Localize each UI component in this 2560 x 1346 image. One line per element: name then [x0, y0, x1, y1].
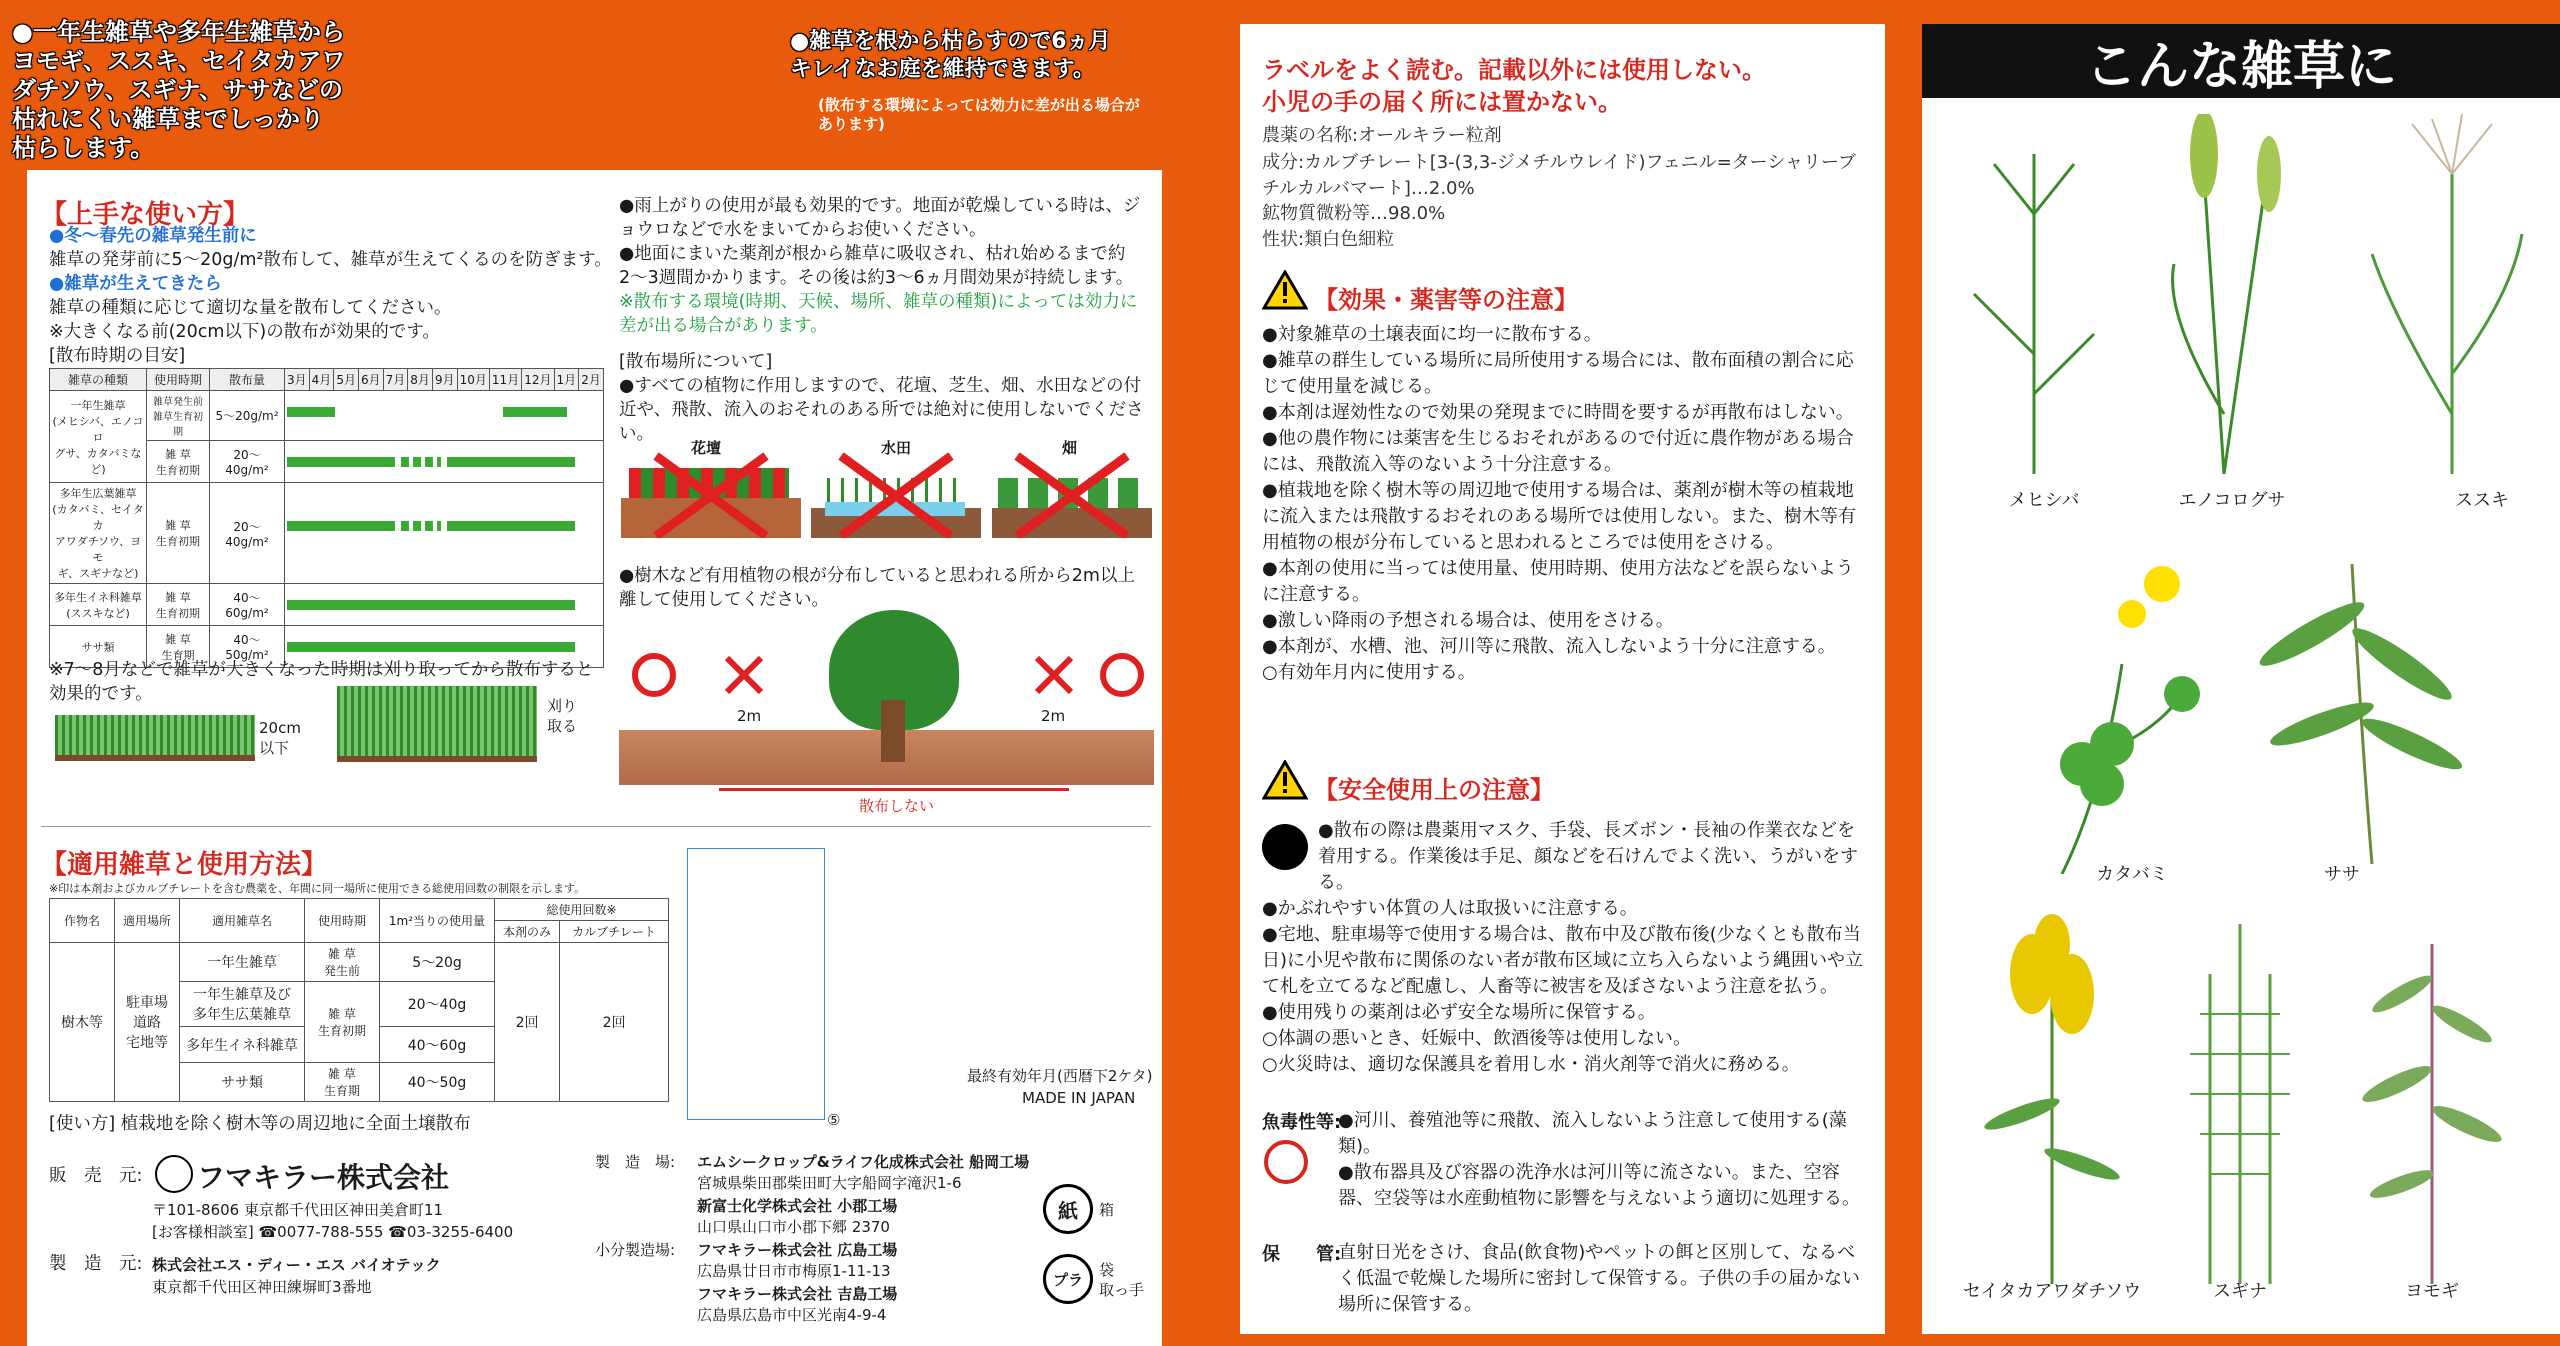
th-period: 使用時期: [305, 899, 380, 943]
plant-susuki: ススキ: [2455, 490, 2509, 511]
safety-item: ●かぶれやすい体質の人は取扱いに注意する。: [1262, 898, 1638, 919]
header-read-label: ラベルをよく読む。記載以外には使用しない。: [1262, 56, 1766, 84]
plant-yomogi: ヨモギ: [2405, 1281, 2459, 1302]
apply-period: 雑 草 生育初期: [305, 982, 380, 1063]
row-amount: 5〜20g/m²: [210, 391, 285, 441]
area-paddy: [811, 438, 981, 538]
effect-item: ●本剤は遅効性なので効果の発現までに時間を要するが再散布はしない。: [1262, 402, 1854, 423]
x-mark-icon: [621, 438, 801, 538]
ingredient: 成分:カルブチレート[3-(3,3-ジメチルウレイド)フェニル=ターシャリーブチルカルバマート]…2.0%: [1262, 152, 1857, 199]
circle-ok-icon: [629, 650, 679, 700]
safety-item: ○体調の悪いとき、妊娠中、飲酒後等は使用しない。: [1262, 1028, 1691, 1049]
th-month: 8月: [408, 369, 433, 391]
maker-label: 製 造 元:: [49, 1254, 143, 1274]
warning-icon: [1262, 270, 1308, 310]
th-month: 11月: [489, 369, 521, 391]
th-month: 12月: [522, 369, 554, 391]
schedule-table: [49, 368, 604, 668]
th-amount: 散布量: [210, 369, 285, 391]
plant-sasa: ササ: [2324, 864, 2360, 885]
pesticide-name: 農薬の名称:オールキラー粒剤: [1262, 125, 1502, 146]
effect-item: ●本剤の使用に当っては使用量、使用時期、使用方法などを誤らないように注意する。: [1262, 558, 1854, 605]
recycle-paper-label: 箱: [1099, 1201, 1115, 1219]
area-field: [992, 438, 1152, 538]
effect-item: ●激しい降雨の予想される場合は、使用をさける。: [1262, 610, 1674, 631]
factory1-addr: 宮城県柴田郡柴田町大字船岡字滝沢1-6: [697, 1174, 962, 1192]
apply-amount: 40〜60g: [380, 1027, 495, 1063]
expiry-label: 最終有効年月(西暦下2ケタ): [967, 1067, 1153, 1085]
row-weed: ササ類: [50, 626, 147, 668]
table-header-row: [50, 369, 604, 391]
row-amount: 20〜40g/m²: [210, 441, 285, 483]
th-month: 10月: [457, 369, 489, 391]
row-weed: 多年生広葉雑草 (カタバミ、セイタカ アワダチソウ、ヨモ ギ、スギナなど): [50, 483, 147, 584]
factory3-name: フマキラー株式会社 広島工場: [697, 1241, 898, 1259]
factory2-addr: 山口県山口市小郡下郷 2370: [697, 1218, 890, 1236]
apply-weed: 多年生イネ科雑草: [180, 1027, 305, 1063]
effect-title: 【効果・薬害等の注意】: [1314, 286, 1578, 314]
recycle-plastic-text: プラ: [1052, 1270, 1083, 1289]
storage-text: 直射日光をさけ、食品(飲食物)やペットの餌と区別して、なるべく低温で乾燥した場所に密封して保管する。子供の手の届かない場所に保管する。: [1338, 1242, 1860, 1315]
apply-weed: ササ類: [180, 1063, 305, 1102]
sasa-illustration: [2252, 544, 2472, 864]
yomogi-illustration: [2342, 914, 2522, 1284]
grass-short-illustration: [55, 715, 255, 761]
mow-note: ※7〜8月などで雑草が大きくなった時期は刈り取ってから散布すると効果的です。: [49, 660, 594, 704]
plant-katabami: カタバミ: [2096, 864, 2168, 885]
effect-item: ●雑草の群生している場所に局所使用する場合には、散布面積の割合に応じて使用量を減じる。: [1262, 350, 1854, 397]
claim-weeds: ●一年生雑草や多年生雑草から ヨモギ、ススキ、セイタカアワ ダチソウ、スギナ、ササなどの 枯れにくい雑草までしっかり 枯らします。: [12, 18, 346, 162]
effect-item: ●本剤が、水槽、池、河川等に飛散、流入しないよう十分に注意する。: [1262, 636, 1836, 657]
no-spray-label: 散布しない: [859, 797, 935, 815]
plant-enokorogusa: エノコログサ: [2178, 490, 2286, 511]
row-weed: 一年生雑草 (メヒシバ、エノコロ グサ、カタバミなど): [50, 391, 147, 483]
seitaka-illustration: [1962, 914, 2142, 1284]
area-label: 水田: [881, 439, 912, 457]
place-head: [散布場所について]: [619, 352, 773, 372]
note-environment: ※散布する環境(時期、天候、場所、雑草の種類)によっては効力に差が出る場合があります。: [619, 292, 1138, 336]
repack-label: 小分製造場:: [595, 1241, 676, 1259]
th-total: カルブチレート: [560, 921, 669, 943]
winter-head: ●冬〜春先の雑草発生前に: [49, 226, 257, 246]
recycle-plastic-label: 袋 取っ手: [1099, 1261, 1145, 1299]
th-count: 総使用回数※: [495, 899, 669, 921]
th-month: 1月: [554, 369, 579, 391]
place-text: ●すべての植物に作用しますので、花壇、芝生、畑、水田などの付近や、飛散、流入のおそれのある所では絶対に使用しないでください。: [619, 376, 1144, 444]
plant-mehishiba: メヒシバ: [2008, 490, 2080, 511]
weeds-title: こんな雑草に: [2084, 36, 2397, 97]
x-mark-icon: [1029, 650, 1079, 700]
recycle-plastic-icon: [1043, 1254, 1093, 1304]
table-row: [50, 584, 604, 626]
safety-item: ●使用残りの薬剤は必ず安全な場所に保管する。: [1262, 1002, 1656, 1023]
table-row: [50, 943, 669, 982]
th-month: 9月: [432, 369, 457, 391]
safety-item: ●宅地、駐車場等で使用する場合は、散布中及び散布後(少なくとも散布当日)に小児や散布に関係のない者が散布区域に立ち入らないよう縄囲いや立て札を立てるなど配慮し、人畜等に被害を及ぼさないよう注意を払う。: [1262, 924, 1864, 997]
tree-diagram: [619, 610, 1154, 825]
no-fish-icon: [1264, 1140, 1308, 1184]
storage-label: 保 管:: [1262, 1244, 1342, 1265]
claim-note: (散布する環境によっては効力に差が出る場合が あります): [818, 96, 1140, 133]
mark-5: ⑤: [827, 1111, 841, 1129]
row-amount: 40〜50g/m²: [210, 626, 285, 668]
fish-item: ●河川、養殖池等に飛散、流入しないよう注意して使用する(藻類)。: [1338, 1110, 1847, 1157]
safety-item: ○火災時は、適切な保護具を着用し水・消火剤等で消火に務める。: [1262, 1054, 1800, 1075]
seller-addr: 〒101-8606 東京都千代田区神田美倉町11: [152, 1201, 444, 1219]
th-only: 本剤のみ: [495, 921, 560, 943]
sugina-illustration: [2150, 914, 2330, 1284]
grown-head: ●雑草が生えてきたら: [49, 274, 222, 294]
effect-item: ●他の農作物には薬害を生じるおそれがあるので付近に農作物がある場合には、飛散流入等のないよう十分注意する。: [1262, 428, 1854, 475]
apply-amount: 20〜40g: [380, 982, 495, 1027]
property: 性状:類白色細粒: [1262, 229, 1395, 250]
effect-item: ○有効年月内に使用する。: [1262, 662, 1476, 683]
made-in: MADE IN JAPAN: [1022, 1089, 1136, 1107]
apply-period: 雑 草 発生前: [305, 943, 380, 982]
factory1-name: エムシークロップ&ライフ化成株式会社 船岡工場: [697, 1153, 1030, 1171]
th-period: 使用時期: [147, 369, 210, 391]
row-arrows: [285, 483, 604, 584]
area-label: 畑: [1062, 439, 1078, 457]
row-amount: 20〜40g/m²: [210, 483, 285, 584]
grown-text2: ※大きくなる前(20cm以下)の散布が効果的です。: [49, 322, 440, 342]
right-text-panel: [1240, 24, 1885, 1334]
row-period: 雑 草 生育初期: [147, 483, 210, 584]
x-mark-icon: [992, 438, 1152, 538]
lot-print-box: [687, 848, 825, 1120]
x-mark-icon: [811, 438, 981, 538]
apply-amount: 40〜50g: [380, 1063, 495, 1102]
distance-left: 2m: [737, 707, 762, 725]
grown-text1: 雑草の種類に応じて適切な量を散布してください。: [49, 298, 452, 318]
height-label: 20cm 以下: [259, 719, 301, 757]
grass-tall-illustration: [337, 686, 537, 762]
seller-name: フマキラー株式会社: [197, 1161, 450, 1194]
weeds-title-bar: [1922, 24, 2560, 98]
recycle-paper-icon: [1043, 1184, 1093, 1234]
recycle-paper-text: 紙: [1058, 1198, 1078, 1223]
fish-list: [1338, 1108, 1868, 1212]
th-month: 7月: [383, 369, 408, 391]
plant-sugina: スギナ: [2213, 1281, 2267, 1302]
schedule-label: [散布時期の目安]: [49, 346, 186, 366]
th-month: 6月: [358, 369, 383, 391]
th-month: 4月: [309, 369, 334, 391]
row-period: 雑 草 生育初期: [147, 441, 210, 483]
katabami-illustration: [2022, 544, 2222, 874]
winter-text: 雑草の発芽前に5〜20g/m²散布して、雑草が生えてくるのを防ぎます。: [49, 250, 612, 270]
seller-label: 販 売 元:: [49, 1166, 143, 1186]
th-weed: 雑草の種類: [50, 369, 147, 391]
x-mark-icon: [719, 650, 769, 700]
effect-list: [1262, 322, 1867, 686]
row-arrows: [285, 391, 604, 441]
apply-weed: 一年生雑草: [180, 943, 305, 982]
row-weed: 多年生イネ科雑草 (ススキなど): [50, 584, 147, 626]
fish-item: ●散布器具及び容器の洗浄水は河川等に流さない。また、空容器、空袋等は水産動植物に影響を与えないよう適切に処理する。: [1338, 1162, 1860, 1209]
enokorogusa-illustration: [2144, 114, 2304, 474]
usage-title: 【上手な使い方】: [41, 200, 250, 230]
apply-count-total: 2回: [560, 943, 669, 1102]
row-arrows: [285, 441, 604, 483]
note-absorb: ●地面にまいた薬剤が根から雑草に吸収され、枯れ始めるまで約2〜3週間かかります。その後は約3〜6ヵ月間効果が持続します。: [619, 244, 1134, 288]
maker-name: 株式会社エス・ディー・エス バイオテック: [152, 1256, 441, 1274]
apply-count-only: 2回: [495, 943, 560, 1102]
factory-label: 製 造 場:: [595, 1153, 676, 1171]
apply-crop: 樹木等: [50, 943, 115, 1102]
safety-item: ●散布の際は農薬用マスク、手袋、長ズボン・長袖の作業衣などを着用する。作業後は手足、顔などを石けんでよく洗い、うがいをする。: [1318, 820, 1858, 893]
maker-addr: 東京都千代田区神田練塀町3番地: [152, 1278, 372, 1296]
circle-ok-icon: [1097, 650, 1147, 700]
weeds-panel: [1922, 24, 2560, 1334]
apply-period: 雑 草 生育期: [305, 1063, 380, 1102]
th-weed: 適用雑草名: [180, 899, 305, 943]
th-month: 3月: [285, 369, 310, 391]
plant-seitaka: セイタカアワダチソウ: [1962, 1281, 2142, 1302]
row-amount: 40〜60g/m²: [210, 584, 285, 626]
effect-item: ●対象雑草の土壌表面に均一に散布する。: [1262, 324, 1602, 345]
left-white-panel: [27, 170, 1162, 1346]
mineral: 鉱物質微粉等…98.0%: [1262, 203, 1446, 224]
th-place: 適用場所: [115, 899, 180, 943]
header-children: 小児の手の届く所には置かない。: [1262, 88, 1622, 116]
safety-list: [1262, 818, 1867, 1078]
effect-item: ●植栽地を除く樹木等の周辺地で使用する場合は、薬剤が樹木等の植栽地に流入または飛散するおそれのある場所では使用しない。また、樹木等有用植物の根が分布していると思われるところでは使用をさける。: [1262, 480, 1856, 553]
note-rain: ●雨上がりの使用が最も効果的です。地面が乾燥している時は、ジョウロなどで水をまいてからお使いください。: [619, 196, 1141, 240]
th-crop: 作物名: [50, 899, 115, 943]
row-period: 雑 草 生育初期: [147, 584, 210, 626]
th-month: 5月: [334, 369, 359, 391]
row-arrows: [285, 584, 604, 626]
mow-label: 刈り 取る: [547, 697, 578, 735]
claim-months: ●雑草を根から枯らすので6ヵ月 キレイなお庭を維持できます。: [790, 29, 1111, 82]
apply-method: [使い方] 植栽地を除く樹木等の周辺地に全面土壌散布: [49, 1114, 471, 1134]
apply-weed: 一年生雑草及び 多年生広葉雑草: [180, 982, 305, 1027]
distance-right: 2m: [1041, 707, 1066, 725]
th-month: 2月: [579, 369, 604, 391]
warning-icon: [1262, 760, 1308, 800]
apply-amount: 5〜20g: [380, 943, 495, 982]
factory4-addr: 広島県広島市中区光南4-9-4: [697, 1306, 887, 1324]
row-period: 雑 草 生育期: [147, 626, 210, 668]
apply-place: 駐車場 道路 宅地等: [115, 943, 180, 1102]
factory2-name: 新富士化学株式会社 小郡工場: [697, 1197, 898, 1215]
safety-title: 【安全使用上の注意】: [1314, 776, 1554, 804]
area-flowerbed: [621, 438, 801, 538]
area-label: 花壇: [691, 439, 722, 457]
apply-note: ※印は本剤およびカルブチレートを含む農薬を、年間に同一場所に使用できる総使用回数の制限を示します。: [49, 882, 586, 895]
table-row: [50, 391, 604, 441]
table-row: [50, 483, 604, 584]
mehishiba-illustration: [1954, 154, 2114, 474]
fumakilla-logo: [155, 1155, 193, 1193]
tree-text: ●樹木など有用植物の根が分布していると思われる所から2m以上離して使用してください。: [619, 566, 1135, 610]
factory4-name: フマキラー株式会社 吉島工場: [697, 1285, 898, 1303]
th-amount: 1m²当りの使用量: [380, 899, 495, 943]
factory3-addr: 広島県廿日市市梅原1-11-13: [697, 1262, 891, 1280]
apply-title: 【適用雑草と使用方法】: [41, 850, 328, 880]
susuki-illustration: [2352, 114, 2532, 474]
fish-label: 魚毒性等:: [1262, 1112, 1342, 1133]
left-top-claims: [0, 0, 1205, 168]
row-period: 雑草発生前 雑草生育初期: [147, 391, 210, 441]
seller-phone: [お客様相談室] ☎0077-788-555 ☎03-3255-6400: [152, 1223, 514, 1241]
apply-table: [49, 898, 669, 1102]
